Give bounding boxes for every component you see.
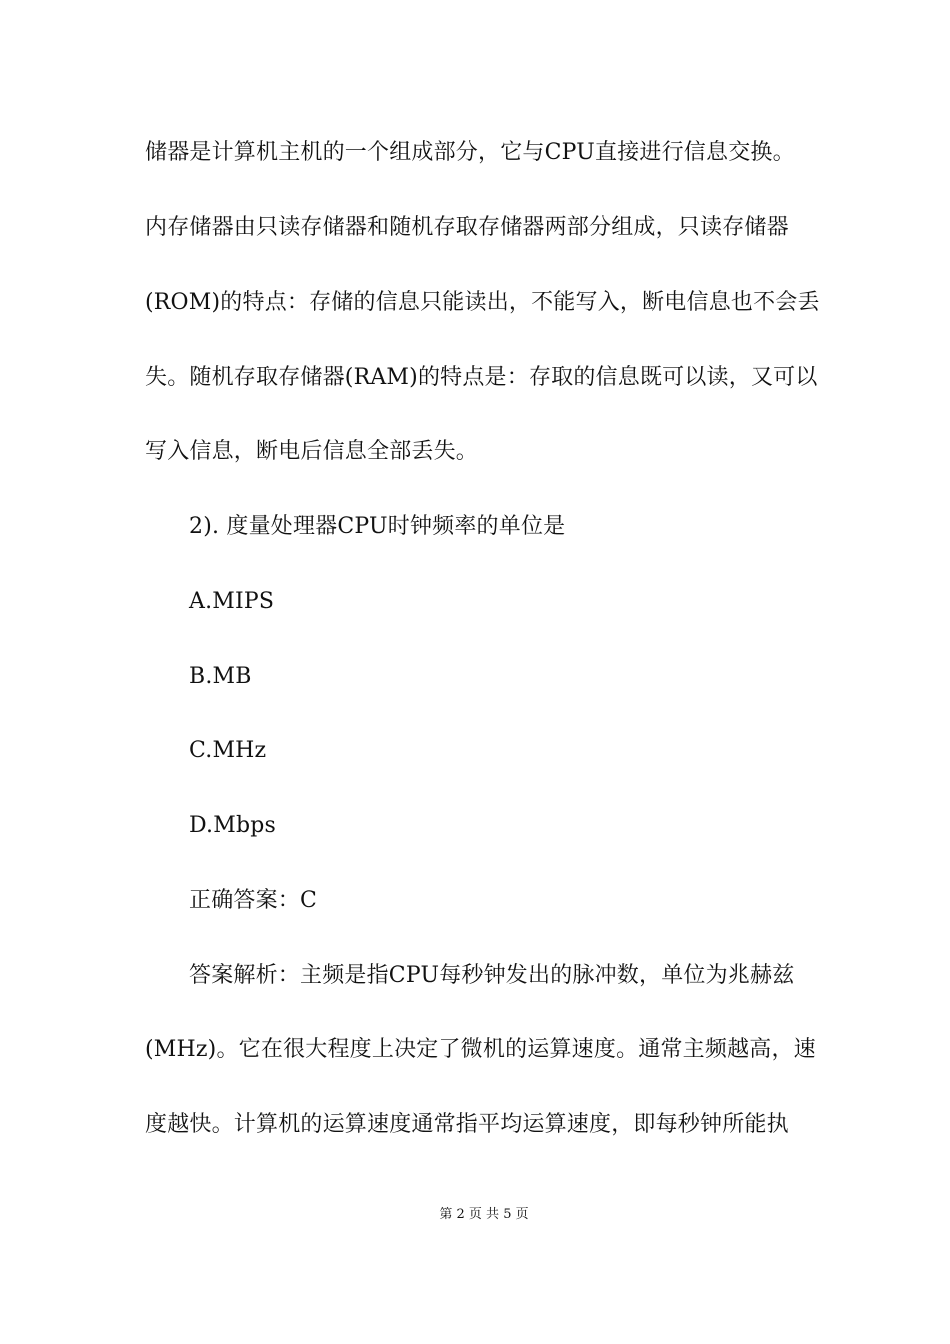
option-d: D.Mbps	[189, 813, 277, 838]
page-footer: 第 2 页 共 5 页	[439, 1207, 529, 1222]
question-stem: 2). 度量处理器CPU时钟频率的单位是	[189, 514, 566, 539]
body-text-line: (ROM)的特点：存储的信息只能读出，不能写入，断电信息也不会丢	[145, 290, 820, 315]
explanation-line: (MHz)。它在很大程度上决定了微机的运算速度。通常主频越高，速	[145, 1037, 816, 1062]
option-a: A.MIPS	[189, 589, 275, 614]
body-text-line: 储器是计算机主机的一个组成部分，它与CPU直接进行信息交换。	[145, 140, 795, 165]
explanation-line: 度越快。计算机的运算速度通常指平均运算速度，即每秒钟所能执	[145, 1112, 789, 1137]
body-text-line: 内存储器由只读存储器和随机存取存储器两部分组成，只读存储器	[145, 215, 789, 240]
body-text-line: 失。随机存取存储器(RAM)的特点是：存取的信息既可以读，又可以	[145, 365, 818, 390]
explanation-line: 答案解析：主频是指CPU每秒钟发出的脉冲数，单位为兆赫兹	[189, 963, 795, 988]
option-b: B.MB	[189, 664, 252, 689]
option-c: C.MHz	[189, 738, 267, 763]
body-text-line: 写入信息，断电后信息全部丢失。	[145, 439, 479, 464]
correct-answer: 正确答案：C	[189, 888, 318, 913]
